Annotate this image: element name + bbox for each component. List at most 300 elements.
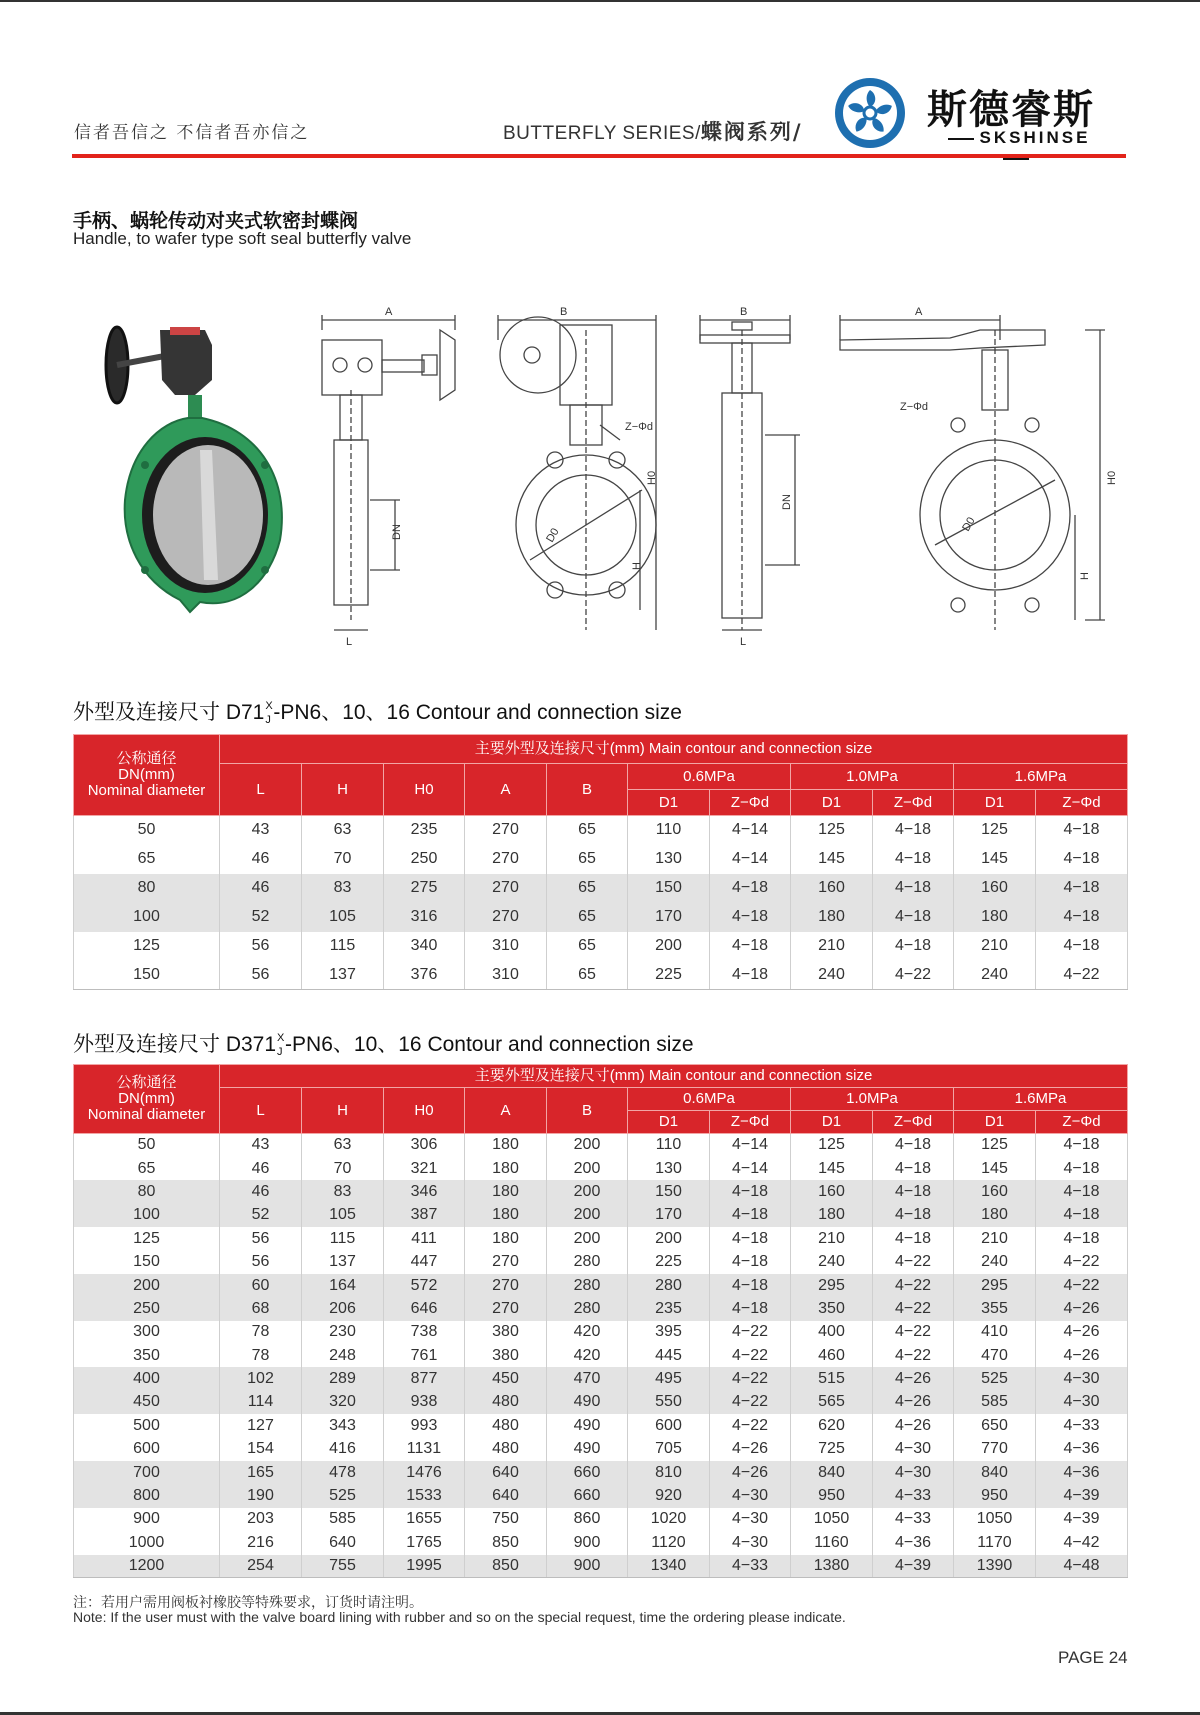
table-cell: 800 bbox=[74, 1484, 220, 1507]
table-cell: 1995 bbox=[384, 1555, 465, 1578]
table-cell: 270 bbox=[465, 1274, 547, 1297]
table-cell: 4−18 bbox=[1036, 874, 1128, 903]
table-cell: 65 bbox=[547, 932, 628, 961]
table-cell: 115 bbox=[302, 1227, 384, 1250]
table-cell: 295 bbox=[954, 1274, 1036, 1297]
table-cell: 125 bbox=[954, 816, 1036, 845]
dim-B-1: B bbox=[560, 306, 568, 318]
table-cell: 380 bbox=[465, 1321, 547, 1344]
table-cell: 200 bbox=[547, 1204, 628, 1227]
table-cell: 4−22 bbox=[1036, 1250, 1128, 1273]
table-cell: 4−18 bbox=[1036, 845, 1128, 874]
table-cell: 50 bbox=[74, 1134, 220, 1157]
drawing-handle-side bbox=[700, 315, 800, 630]
table-cell: 65 bbox=[547, 845, 628, 874]
table-cell: 572 bbox=[384, 1274, 465, 1297]
dim-DN-2: DN bbox=[781, 494, 793, 510]
table-cell: 4−18 bbox=[873, 1180, 954, 1203]
table-cell: 387 bbox=[384, 1204, 465, 1227]
table-cell: 102 bbox=[220, 1367, 302, 1390]
col-D1: D1 bbox=[628, 790, 710, 816]
table-cell: 4−18 bbox=[710, 1250, 791, 1273]
product-title-en: Handle, to wafer type soft seal butterfly valve bbox=[73, 229, 412, 248]
table-cell: 4−33 bbox=[1036, 1414, 1128, 1437]
table-cell: 525 bbox=[954, 1367, 1036, 1390]
table-cell: 295 bbox=[791, 1274, 873, 1297]
table-row bbox=[74, 1274, 1128, 1297]
table-cell: 216 bbox=[220, 1531, 302, 1554]
table-cell: 70 bbox=[302, 845, 384, 874]
table-cell: 770 bbox=[954, 1438, 1036, 1461]
col-zphid: Z−Φd bbox=[1036, 790, 1128, 816]
table-cell: 993 bbox=[384, 1414, 465, 1437]
table-cell: 490 bbox=[547, 1391, 628, 1414]
table-cell: 80 bbox=[74, 874, 220, 903]
col-A: A bbox=[465, 1088, 547, 1134]
table-cell: 164 bbox=[302, 1274, 384, 1297]
table-cell: 480 bbox=[465, 1414, 547, 1437]
dim-zphid-1: Z−Φd bbox=[625, 421, 654, 433]
table-cell: 1120 bbox=[628, 1531, 710, 1554]
brand-name-en: SKSHINSE bbox=[927, 128, 1105, 168]
table-cell: 105 bbox=[302, 903, 384, 932]
table-cell: 450 bbox=[465, 1367, 547, 1390]
dim-H0-1: H0 bbox=[646, 470, 658, 485]
table-cell: 65 bbox=[547, 961, 628, 990]
col-H0: H0 bbox=[384, 1088, 465, 1134]
table-cell: 920 bbox=[628, 1484, 710, 1507]
table-row bbox=[74, 1531, 1128, 1554]
table-cell: 160 bbox=[791, 1180, 873, 1203]
series-cn: 蝶阀系列/ bbox=[700, 119, 803, 144]
table-cell: 4−18 bbox=[710, 1297, 791, 1320]
table-cell: 63 bbox=[302, 1134, 384, 1157]
table-cell: 78 bbox=[220, 1344, 302, 1367]
table-cell: 525 bbox=[302, 1484, 384, 1507]
table-cell: 938 bbox=[384, 1391, 465, 1414]
table-cell: 210 bbox=[791, 932, 873, 961]
table-cell: 600 bbox=[74, 1438, 220, 1461]
table-row bbox=[74, 1555, 1128, 1578]
table-cell: 200 bbox=[628, 1227, 710, 1250]
product-title-cn: 手柄、蜗轮传动对夹式软密封蝶阀 bbox=[73, 210, 359, 232]
table-cell: 46 bbox=[220, 874, 302, 903]
table-cell: 416 bbox=[302, 1438, 384, 1461]
col-B: B bbox=[547, 764, 628, 816]
table-cell: 4−18 bbox=[1036, 1180, 1128, 1203]
table-cell: 275 bbox=[384, 874, 465, 903]
table-row bbox=[74, 1508, 1128, 1531]
pressure-1-0: 1.0MPa bbox=[791, 764, 954, 790]
col-zphid: Z−Φd bbox=[873, 1111, 954, 1134]
table-cell: 4−30 bbox=[710, 1508, 791, 1531]
table-cell: 470 bbox=[954, 1344, 1036, 1367]
table-cell: 4−18 bbox=[873, 932, 954, 961]
pressure-1-6: 1.6MPa bbox=[954, 1088, 1128, 1111]
table-cell: 850 bbox=[465, 1555, 547, 1578]
table-cell: 52 bbox=[220, 1204, 302, 1227]
table-cell: 1000 bbox=[74, 1531, 220, 1554]
table-cell: 4−22 bbox=[1036, 1274, 1128, 1297]
table-row bbox=[74, 903, 1128, 932]
table-cell: 170 bbox=[628, 1204, 710, 1227]
valve-photo bbox=[106, 327, 282, 612]
table-cell: 130 bbox=[628, 1157, 710, 1180]
dim-H-2: H bbox=[1079, 572, 1091, 580]
table-cell: 65 bbox=[547, 903, 628, 932]
table-cell: 4−26 bbox=[710, 1461, 791, 1484]
table-cell: 4−30 bbox=[873, 1438, 954, 1461]
table-cell: 4−18 bbox=[710, 1180, 791, 1203]
table-cell: 4−36 bbox=[1036, 1438, 1128, 1461]
table-row bbox=[74, 961, 1128, 990]
table-cell: 445 bbox=[628, 1344, 710, 1367]
table-cell: 447 bbox=[384, 1250, 465, 1273]
table-cell: 343 bbox=[302, 1414, 384, 1437]
table-cell: 65 bbox=[547, 816, 628, 845]
table-cell: 640 bbox=[465, 1461, 547, 1484]
table-cell: 1131 bbox=[384, 1438, 465, 1461]
table-cell: 1390 bbox=[954, 1555, 1036, 1578]
table-row bbox=[74, 1461, 1128, 1484]
col-A: A bbox=[465, 764, 547, 816]
table-cell: 490 bbox=[547, 1414, 628, 1437]
table-cell: 600 bbox=[628, 1414, 710, 1437]
dim-B-2: B bbox=[740, 306, 748, 318]
table-cell: 100 bbox=[74, 903, 220, 932]
col-D1: D1 bbox=[791, 790, 873, 816]
table-cell: 115 bbox=[302, 932, 384, 961]
table-cell: 180 bbox=[465, 1204, 547, 1227]
table-d371-body bbox=[74, 1134, 1128, 1578]
table-cell: 4−26 bbox=[873, 1391, 954, 1414]
table1-title: 外型及连接尺寸 D71 X J -PN6、10、16 Contour and connection size bbox=[73, 700, 682, 726]
table-cell: 270 bbox=[465, 845, 547, 874]
col-zphid: Z−Φd bbox=[710, 1111, 791, 1134]
table-cell: 165 bbox=[220, 1461, 302, 1484]
table-cell: 755 bbox=[302, 1555, 384, 1578]
table-cell: 50 bbox=[74, 816, 220, 845]
table-cell: 145 bbox=[791, 1157, 873, 1180]
pressure-1-6: 1.6MPa bbox=[954, 764, 1128, 790]
pressure-0-6: 0.6MPa bbox=[628, 1088, 791, 1111]
table-cell: 230 bbox=[302, 1321, 384, 1344]
table-cell: 105 bbox=[302, 1204, 384, 1227]
table-row bbox=[74, 1367, 1128, 1390]
valve-drawings bbox=[100, 300, 1130, 670]
table-row bbox=[74, 1321, 1128, 1344]
table-cell: 46 bbox=[220, 1157, 302, 1180]
table-cell: 4−22 bbox=[710, 1367, 791, 1390]
table-cell: 56 bbox=[220, 961, 302, 990]
table-cell: 4−22 bbox=[710, 1321, 791, 1344]
table-cell: 80 bbox=[74, 1180, 220, 1203]
table-d71-body bbox=[74, 816, 1128, 990]
table-cell: 56 bbox=[220, 1250, 302, 1273]
table-cell: 150 bbox=[74, 1250, 220, 1273]
table-cell: 160 bbox=[954, 1180, 1036, 1203]
table-cell: 860 bbox=[547, 1508, 628, 1531]
table-cell: 500 bbox=[74, 1414, 220, 1437]
table-cell: 4−18 bbox=[873, 1134, 954, 1157]
table-cell: 750 bbox=[465, 1508, 547, 1531]
table-cell: 52 bbox=[220, 903, 302, 932]
table-cell: 1476 bbox=[384, 1461, 465, 1484]
table-cell: 376 bbox=[384, 961, 465, 990]
table-cell: 310 bbox=[465, 932, 547, 961]
table-cell: 46 bbox=[220, 1180, 302, 1203]
table-cell: 4−18 bbox=[873, 903, 954, 932]
table-cell: 210 bbox=[954, 932, 1036, 961]
col-H: H bbox=[302, 764, 384, 816]
table-cell: 145 bbox=[791, 845, 873, 874]
table-d371 bbox=[73, 1064, 1128, 1578]
table-cell: 4−30 bbox=[710, 1484, 791, 1507]
table-cell: 200 bbox=[547, 1134, 628, 1157]
table-cell: 4−18 bbox=[1036, 1134, 1128, 1157]
table-row bbox=[74, 1204, 1128, 1227]
main-contour-header: 主要外型及连接尺寸(mm) Main contour and connection size bbox=[220, 1065, 1128, 1088]
table-cell: 4−30 bbox=[873, 1461, 954, 1484]
table-cell: 250 bbox=[384, 845, 465, 874]
table-cell: 1200 bbox=[74, 1555, 220, 1578]
table-cell: 130 bbox=[628, 845, 710, 874]
table-cell: 490 bbox=[547, 1438, 628, 1461]
table-cell: 380 bbox=[465, 1344, 547, 1367]
table-cell: 240 bbox=[954, 961, 1036, 990]
table-row bbox=[74, 1297, 1128, 1320]
table-cell: 4−18 bbox=[873, 874, 954, 903]
table-cell: 56 bbox=[220, 932, 302, 961]
table-cell: 60 bbox=[220, 1274, 302, 1297]
table-cell: 248 bbox=[302, 1344, 384, 1367]
table-cell: 240 bbox=[791, 961, 873, 990]
table-row bbox=[74, 932, 1128, 961]
table-cell: 4−18 bbox=[1036, 903, 1128, 932]
table-row bbox=[74, 1484, 1128, 1507]
pressure-1-0: 1.0MPa bbox=[791, 1088, 954, 1111]
table-cell: 4−18 bbox=[1036, 816, 1128, 845]
table-cell: 515 bbox=[791, 1367, 873, 1390]
table-cell: 110 bbox=[628, 1134, 710, 1157]
table-cell: 225 bbox=[628, 1250, 710, 1273]
table-cell: 170 bbox=[628, 903, 710, 932]
col-D1: D1 bbox=[791, 1111, 873, 1134]
table-cell: 43 bbox=[220, 816, 302, 845]
col-zphid: Z−Φd bbox=[873, 790, 954, 816]
table-cell: 127 bbox=[220, 1414, 302, 1437]
table-cell: 150 bbox=[74, 961, 220, 990]
table-cell: 1050 bbox=[791, 1508, 873, 1531]
table-cell: 180 bbox=[465, 1157, 547, 1180]
table-row bbox=[74, 1438, 1128, 1461]
table-cell: 114 bbox=[220, 1391, 302, 1414]
top-border bbox=[0, 0, 1200, 2]
series-en: BUTTERFLY SERIES/ bbox=[503, 123, 701, 144]
table-cell: 4−14 bbox=[710, 1157, 791, 1180]
table-cell: 280 bbox=[628, 1274, 710, 1297]
table-cell: 4−18 bbox=[873, 1157, 954, 1180]
table-cell: 877 bbox=[384, 1367, 465, 1390]
table-cell: 240 bbox=[954, 1250, 1036, 1273]
table-cell: 4−22 bbox=[873, 1297, 954, 1320]
table-cell: 810 bbox=[628, 1461, 710, 1484]
brand-logo-icon bbox=[833, 76, 907, 150]
table-cell: 340 bbox=[384, 932, 465, 961]
table-cell: 316 bbox=[384, 903, 465, 932]
table-cell: 4−36 bbox=[1036, 1461, 1128, 1484]
table-cell: 4−26 bbox=[710, 1438, 791, 1461]
table-cell: 4−18 bbox=[710, 903, 791, 932]
table-cell: 4−18 bbox=[873, 816, 954, 845]
table-cell: 4−33 bbox=[873, 1484, 954, 1507]
drawing-gear-front bbox=[498, 315, 656, 630]
nominal-diameter-header: 公称通径 DN(mm) Nominal diameter bbox=[74, 735, 220, 816]
table-cell: 270 bbox=[465, 1297, 547, 1320]
table-cell: 137 bbox=[302, 961, 384, 990]
col-L: L bbox=[220, 1088, 302, 1134]
dim-A-1: A bbox=[385, 306, 393, 318]
table-cell: 420 bbox=[547, 1321, 628, 1344]
table-cell: 83 bbox=[302, 874, 384, 903]
table-cell: 450 bbox=[74, 1391, 220, 1414]
table-cell: 350 bbox=[74, 1344, 220, 1367]
table-cell: 200 bbox=[547, 1227, 628, 1250]
dim-zphid-2: Z−Φd bbox=[900, 401, 929, 413]
table-cell: 1170 bbox=[954, 1531, 1036, 1554]
table-cell: 4−18 bbox=[710, 1227, 791, 1250]
table-cell: 350 bbox=[791, 1297, 873, 1320]
table-row bbox=[74, 816, 1128, 845]
table-cell: 4−48 bbox=[1036, 1555, 1128, 1578]
page-number: PAGE 24 bbox=[1058, 1648, 1128, 1667]
table-cell: 4−26 bbox=[1036, 1344, 1128, 1367]
table-cell: 4−39 bbox=[1036, 1484, 1128, 1507]
table-cell: 480 bbox=[465, 1391, 547, 1414]
dim-A-2: A bbox=[915, 306, 923, 318]
table-cell: 460 bbox=[791, 1344, 873, 1367]
table-cell: 43 bbox=[220, 1134, 302, 1157]
dim-L-2: L bbox=[740, 636, 747, 648]
table-cell: 200 bbox=[547, 1180, 628, 1203]
table-cell: 4−26 bbox=[1036, 1297, 1128, 1320]
table-cell: 660 bbox=[547, 1484, 628, 1507]
drawing-handle-front bbox=[840, 315, 1105, 630]
table-row bbox=[74, 1414, 1128, 1437]
table-cell: 1765 bbox=[384, 1531, 465, 1554]
table-cell: 4−18 bbox=[710, 1204, 791, 1227]
table-cell: 180 bbox=[465, 1227, 547, 1250]
table-row bbox=[74, 1344, 1128, 1367]
table-cell: 125 bbox=[791, 816, 873, 845]
table-cell: 950 bbox=[791, 1484, 873, 1507]
note-en: Note: If the user must with the valve board lining with rubber and so on the special request, time the ordering please indicate. bbox=[73, 1609, 846, 1625]
col-D1: D1 bbox=[954, 1111, 1036, 1134]
table-cell: 420 bbox=[547, 1344, 628, 1367]
table-cell: 4−18 bbox=[1036, 932, 1128, 961]
table-cell: 110 bbox=[628, 816, 710, 845]
table-cell: 565 bbox=[791, 1391, 873, 1414]
table-cell: 4−14 bbox=[710, 816, 791, 845]
table-cell: 4−22 bbox=[710, 1391, 791, 1414]
table-cell: 280 bbox=[547, 1274, 628, 1297]
dim-D0-1: D0 bbox=[544, 526, 562, 545]
table-cell: 306 bbox=[384, 1134, 465, 1157]
table-cell: 660 bbox=[547, 1461, 628, 1484]
col-D1: D1 bbox=[628, 1111, 710, 1134]
table-cell: 4−18 bbox=[873, 845, 954, 874]
table-cell: 1380 bbox=[791, 1555, 873, 1578]
table-cell: 4−18 bbox=[873, 1204, 954, 1227]
table-cell: 900 bbox=[547, 1555, 628, 1578]
table-cell: 1533 bbox=[384, 1484, 465, 1507]
table-cell: 270 bbox=[465, 1250, 547, 1273]
table-cell: 180 bbox=[791, 1204, 873, 1227]
table-cell: 705 bbox=[628, 1438, 710, 1461]
col-D1: D1 bbox=[954, 790, 1036, 816]
table-cell: 154 bbox=[220, 1438, 302, 1461]
table-row bbox=[74, 1134, 1128, 1157]
table-cell: 125 bbox=[74, 932, 220, 961]
table-cell: 4−26 bbox=[873, 1367, 954, 1390]
table-cell: 65 bbox=[74, 845, 220, 874]
table-cell: 4−39 bbox=[873, 1555, 954, 1578]
table-cell: 650 bbox=[954, 1414, 1036, 1437]
table-cell: 145 bbox=[954, 845, 1036, 874]
table-cell: 4−18 bbox=[1036, 1227, 1128, 1250]
table-cell: 225 bbox=[628, 961, 710, 990]
table-cell: 4−42 bbox=[1036, 1531, 1128, 1554]
table-cell: 4−39 bbox=[1036, 1508, 1128, 1531]
table-cell: 4−22 bbox=[710, 1414, 791, 1437]
table-cell: 270 bbox=[465, 874, 547, 903]
table-cell: 4−18 bbox=[1036, 1157, 1128, 1180]
table-cell: 900 bbox=[547, 1531, 628, 1554]
table-cell: 640 bbox=[465, 1484, 547, 1507]
table-cell: 4−14 bbox=[710, 1134, 791, 1157]
table-cell: 4−18 bbox=[873, 1227, 954, 1250]
table-cell: 700 bbox=[74, 1461, 220, 1484]
table-cell: 4−18 bbox=[710, 1274, 791, 1297]
table-cell: 100 bbox=[74, 1204, 220, 1227]
table-cell: 125 bbox=[954, 1134, 1036, 1157]
table-cell: 4−36 bbox=[873, 1531, 954, 1554]
table-cell: 4−33 bbox=[873, 1508, 954, 1531]
table-cell: 150 bbox=[628, 1180, 710, 1203]
table-cell: 65 bbox=[74, 1157, 220, 1180]
table-cell: 346 bbox=[384, 1180, 465, 1203]
table-row bbox=[74, 1391, 1128, 1414]
series-label bbox=[503, 116, 803, 146]
table-cell: 725 bbox=[791, 1438, 873, 1461]
table-cell: 210 bbox=[791, 1227, 873, 1250]
table-cell: 4−18 bbox=[710, 961, 791, 990]
table-cell: 65 bbox=[547, 874, 628, 903]
table-row bbox=[74, 874, 1128, 903]
table-cell: 4−22 bbox=[873, 1321, 954, 1344]
table-cell: 400 bbox=[791, 1321, 873, 1344]
table-cell: 355 bbox=[954, 1297, 1036, 1320]
table-cell: 410 bbox=[954, 1321, 1036, 1344]
table-cell: 840 bbox=[791, 1461, 873, 1484]
table-row bbox=[74, 1250, 1128, 1273]
table-cell: 4−22 bbox=[710, 1344, 791, 1367]
motto: 信者吾信之 不信者吾亦信之 bbox=[74, 123, 310, 143]
table-cell: 4−14 bbox=[710, 845, 791, 874]
table-cell: 495 bbox=[628, 1367, 710, 1390]
table-cell: 300 bbox=[74, 1321, 220, 1344]
table-cell: 190 bbox=[220, 1484, 302, 1507]
